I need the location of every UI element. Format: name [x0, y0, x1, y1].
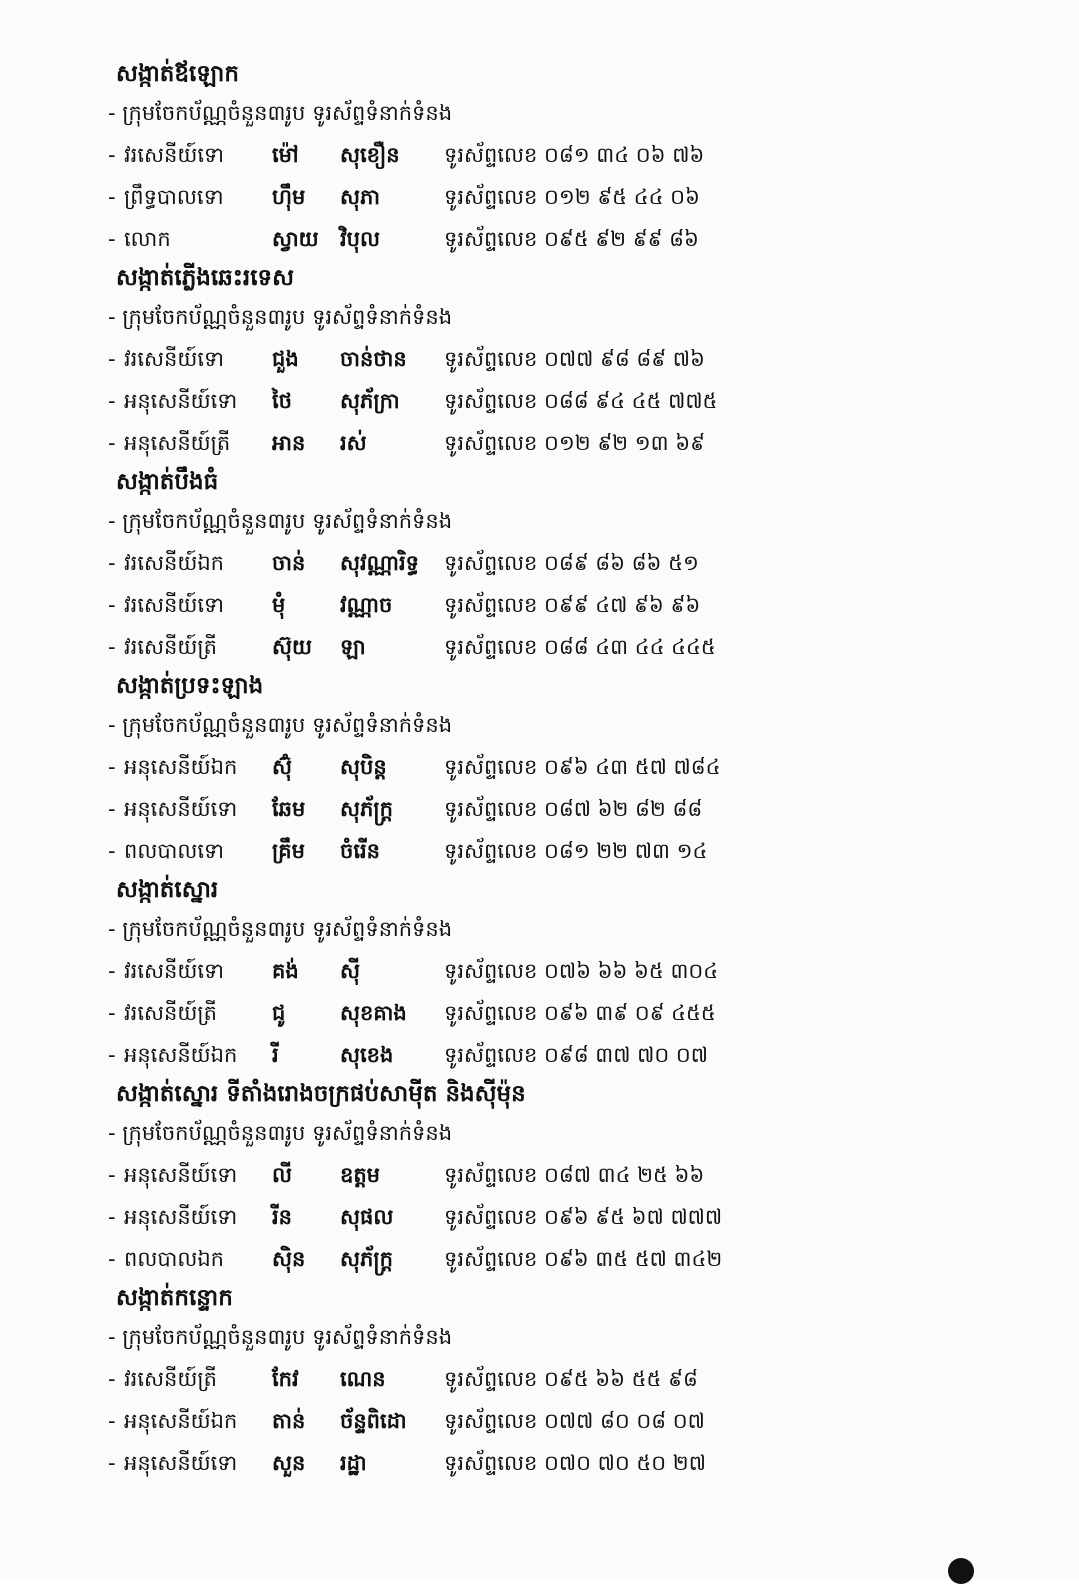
member-phone: ទូរស័ព្ទលេខ ០៩៩ ៤៧ ៩៦ ៩៦ [444, 593, 701, 617]
list-dash: - [108, 185, 116, 209]
member-surname: ជួង [272, 347, 299, 371]
member-surname: សួន [272, 1451, 306, 1475]
member-surname: ឆែម [272, 797, 306, 821]
list-dash: - [108, 227, 116, 251]
member-given-name: សុភា [340, 185, 380, 209]
member-phone: ទូរស័ព្ទលេខ ០៧៦ ៦៦ ៦៥ ៣០៤ [444, 959, 719, 983]
section-title: សង្កាត់ប្រទះឡាង [116, 673, 264, 699]
section-title: សង្កាត់បឹងធំ [116, 469, 219, 495]
list-dash: - [108, 839, 116, 863]
member-rank: វរសេនីយ៍ត្រី [124, 1367, 217, 1391]
list-dash: - [108, 143, 116, 167]
member-phone: ទូរស័ព្ទលេខ ០១២ ៩២ ១៣ ៦៩ [444, 431, 706, 455]
member-surname: កែវ [272, 1367, 299, 1391]
list-dash: - [108, 1451, 116, 1475]
member-row [100, 1442, 820, 1484]
member-rank: វរសេនីយ៍ត្រី [124, 635, 217, 659]
section-note: - ក្រុមចែកប័ណ្ណចំនួន៣រូប ទូរស័ព្ទទំនាក់ទំនង [108, 305, 453, 329]
member-surname: រី [272, 1043, 279, 1067]
member-surname: ជូ [272, 1001, 286, 1025]
member-row [100, 1196, 820, 1238]
member-rank: វរសេនីយ៍ត្រី [124, 1001, 217, 1025]
member-given-name: សុខឿន [340, 143, 400, 167]
member-given-name: សុភ័ក្រ្ត [340, 797, 393, 821]
member-phone: ទូរស័ព្ទលេខ ០៨៨ ៩៤ ៤៥ ៧៧៥ [444, 389, 718, 413]
member-rank: វរសេនីយ៍ទោ [124, 959, 224, 983]
corner-ink-mark [948, 1558, 974, 1584]
list-dash: - [108, 1409, 116, 1433]
member-given-name: សុវណ្ណារិទ្ធ [340, 551, 419, 575]
section-note: - ក្រុមចែកប័ណ្ណចំនួន៣រូប ទូរស័ព្ទទំនាក់ទំនង [108, 509, 453, 533]
member-rank: អនុសេនីយ៍ទោ [124, 1451, 238, 1475]
member-given-name: សុបិន្ត [340, 755, 387, 779]
member-given-name: សុខេង [340, 1043, 394, 1067]
list-dash: - [108, 635, 116, 659]
member-surname: ស៊ិន [272, 1247, 306, 1271]
member-phone: ទូរស័ព្ទលេខ ០៩៦ ៤៣ ៥៧ ៧៨៤ [444, 755, 721, 779]
member-phone: ទូរស័ព្ទលេខ ០៧៧ ៨០ ០៨ ០៧ [444, 1409, 705, 1433]
member-phone: ទូរស័ព្ទលេខ ០៧៧ ៩៨ ៨៩ ៧៦ [444, 347, 705, 371]
member-surname: ចាន់ [272, 551, 306, 575]
member-row [100, 380, 820, 422]
member-rank: អនុសេនីយ៍ទោ [124, 1205, 238, 1229]
section-sangkat-6 [100, 1076, 820, 1280]
list-dash: - [108, 1043, 116, 1067]
member-rank: វរសេនីយ៍ឯក [124, 551, 224, 575]
list-dash: - [108, 959, 116, 983]
section-note: - ក្រុមចែកប័ណ្ណចំនួន៣រូប ទូរស័ព្ទទំនាក់ទំនង [108, 713, 453, 737]
section-sangkat-1 [100, 56, 820, 260]
member-surname: មុំ [272, 593, 286, 617]
member-phone: ទូរស័ព្ទលេខ ០៩៦ ៩៥ ៦៧ ៧៧៧ [444, 1205, 723, 1229]
member-rank: វរសេនីយ៍ទោ [124, 347, 224, 371]
list-dash: - [108, 1367, 116, 1391]
member-given-name: សុផល [340, 1205, 394, 1229]
member-surname: គង់ [272, 959, 299, 983]
member-phone: ទូរស័ព្ទលេខ ០៨៧ ៦២ ៨២ ៨៨ [444, 797, 703, 821]
section-note: - ក្រុមចែកប័ណ្ណចំនួន៣រូប ទូរស័ព្ទទំនាក់ទំនង [108, 101, 453, 125]
section-note: - ក្រុមចែកប័ណ្ណចំនួន៣រូប ទូរស័ព្ទទំនាក់ទំនង [108, 1325, 453, 1349]
section-title: សង្កាត់ឪឡោក [116, 61, 239, 87]
member-given-name: វណ្ណាច [340, 593, 393, 617]
member-row [100, 992, 820, 1034]
section-title: សង្កាត់កន្ទោក [116, 1285, 233, 1311]
member-phone: ទូរស័ព្ទលេខ ០៨៧ ៣៤ ២៥ ៦៦ [444, 1163, 705, 1187]
member-row [100, 626, 820, 668]
member-phone: ទូរស័ព្ទលេខ ០៩៥ ៩២ ៩៩ ៨៦ [444, 227, 699, 251]
section-sangkat-5 [100, 872, 820, 1076]
member-row [100, 1358, 820, 1400]
list-dash: - [108, 797, 116, 821]
member-given-name: ស៊ី [340, 959, 360, 983]
member-given-name: ណេន [340, 1367, 386, 1391]
member-surname: រីន [272, 1205, 292, 1229]
section-sangkat-3 [100, 464, 820, 668]
member-surname: ស្វាយ [272, 227, 319, 251]
member-surname: ស៊ុយ [272, 635, 312, 659]
member-row [100, 746, 820, 788]
member-phone: ទូរស័ព្ទលេខ ០៩៥ ៦៦ ៥៥ ៩៨ [444, 1367, 698, 1391]
member-row [100, 218, 820, 260]
list-dash: - [108, 1205, 116, 1229]
section-title: សង្កាត់ស្នោរ [116, 877, 219, 903]
list-dash: - [108, 1247, 116, 1271]
member-phone: ទូរស័ព្ទលេខ ០៨១ ២២ ៧៣ ១៤ [444, 839, 708, 863]
member-row [100, 830, 820, 872]
member-row [100, 338, 820, 380]
member-given-name: វិបុល [340, 227, 380, 251]
list-dash: - [108, 755, 116, 779]
member-row [100, 422, 820, 464]
member-surname: អាន [272, 431, 306, 455]
list-dash: - [108, 1001, 116, 1025]
list-dash: - [108, 389, 116, 413]
member-given-name: ឧត្តម [340, 1163, 380, 1187]
member-surname: គ្រឹម [272, 839, 305, 863]
member-row [100, 1034, 820, 1076]
member-row [100, 1154, 820, 1196]
member-rank: ពលបាលទោ [124, 839, 224, 863]
member-phone: ទូរស័ព្ទលេខ ០៨៩ ៨៦ ៨៦ ៥១ [444, 551, 699, 575]
member-phone: ទូរស័ព្ទលេខ ០៩៦ ៣៩ ០៩ ៤៥៥ [444, 1001, 716, 1025]
section-title: សង្កាត់ភ្លើងឆេះរទេស [116, 265, 295, 291]
member-row [100, 176, 820, 218]
member-rank: អនុសេនីយ៍ត្រី [124, 431, 231, 455]
member-phone: ទូរស័ព្ទលេខ ០៨៨ ៤៣ ៤៤ ៤៤៥ [444, 635, 716, 659]
member-row [100, 584, 820, 626]
member-given-name: ចំរើន [340, 839, 380, 863]
list-dash: - [108, 593, 116, 617]
member-rank: លោក [124, 227, 171, 251]
member-rank: វរសេនីយ៍ទោ [124, 593, 224, 617]
list-dash: - [108, 551, 116, 575]
member-surname: ថៃ [272, 389, 292, 413]
member-given-name: សុខគាង [340, 1001, 407, 1025]
section-sangkat-4 [100, 668, 820, 872]
member-rank: អនុសេនីយ៍ឯក [124, 1409, 238, 1433]
list-dash: - [108, 1163, 116, 1187]
member-phone: ទូរស័ព្ទលេខ ០១២ ៩៥ ៤៤ ០៦ [444, 185, 700, 209]
member-given-name: ច័ន្ទពិដោ [340, 1409, 407, 1433]
contact-list [100, 56, 820, 1484]
list-dash: - [108, 431, 116, 455]
section-note: - ក្រុមចែកប័ណ្ណចំនួន៣រូប ទូរស័ព្ទទំនាក់ទំនង [108, 1121, 453, 1145]
member-phone: ទូរស័ព្ទលេខ ០៧០ ៧០ ៥០ ២៧ [444, 1451, 706, 1475]
member-given-name: រស់ [340, 431, 367, 455]
member-rank: អនុសេនីយ៍ទោ [124, 1163, 238, 1187]
section-sangkat-2 [100, 260, 820, 464]
member-row [100, 950, 820, 992]
member-given-name: សុភ័ក្រ្ត [340, 1247, 393, 1271]
member-surname: លី [272, 1163, 292, 1187]
member-given-name: រដ្ឋា [340, 1451, 367, 1475]
member-row [100, 1400, 820, 1442]
member-phone: ទូរស័ព្ទលេខ ០៩៨ ៣៧ ៧០ ០៧ [444, 1043, 708, 1067]
section-title: សង្កាត់ស្នោរ ទីតាំងរោងចក្រផប់សាម៉ីត និងស៊ីម៉ុន [116, 1081, 526, 1107]
member-row [100, 134, 820, 176]
member-row [100, 542, 820, 584]
member-rank: ពលបាលឯក [124, 1247, 224, 1271]
member-surname: ហ៊ឹម [272, 185, 306, 209]
member-rank: អនុសេនីយ៍ទោ [124, 389, 238, 413]
member-given-name: ឡា [340, 635, 366, 659]
member-row [100, 788, 820, 830]
member-surname: តាន់ [272, 1409, 306, 1433]
member-surname: ម៉ៅ [272, 143, 299, 167]
member-rank: ព្រឹទ្ធបាលទោ [124, 185, 224, 209]
member-given-name: ចាន់ថាន [340, 347, 407, 371]
member-phone: ទូរស័ព្ទលេខ ០៩៦ ៣៥ ៥៧ ៣៤២ [444, 1247, 723, 1271]
member-rank: អនុសេនីយ៍ទោ [124, 797, 238, 821]
section-sangkat-7 [100, 1280, 820, 1484]
member-rank: អនុសេនីយ៍ឯក [124, 1043, 238, 1067]
member-row [100, 1238, 820, 1280]
member-rank: អនុសេនីយ៍ឯក [124, 755, 238, 779]
section-note: - ក្រុមចែកប័ណ្ណចំនួន៣រូប ទូរស័ព្ទទំនាក់ទំនង [108, 917, 453, 941]
member-rank: វរសេនីយ៍ទោ [124, 143, 224, 167]
member-surname: ស៊ុំ [272, 755, 292, 779]
member-given-name: សុភ័ក្រា [340, 389, 400, 413]
member-phone: ទូរស័ព្ទលេខ ០៨១ ៣៤ ០៦ ៧៦ [444, 143, 705, 167]
list-dash: - [108, 347, 116, 371]
